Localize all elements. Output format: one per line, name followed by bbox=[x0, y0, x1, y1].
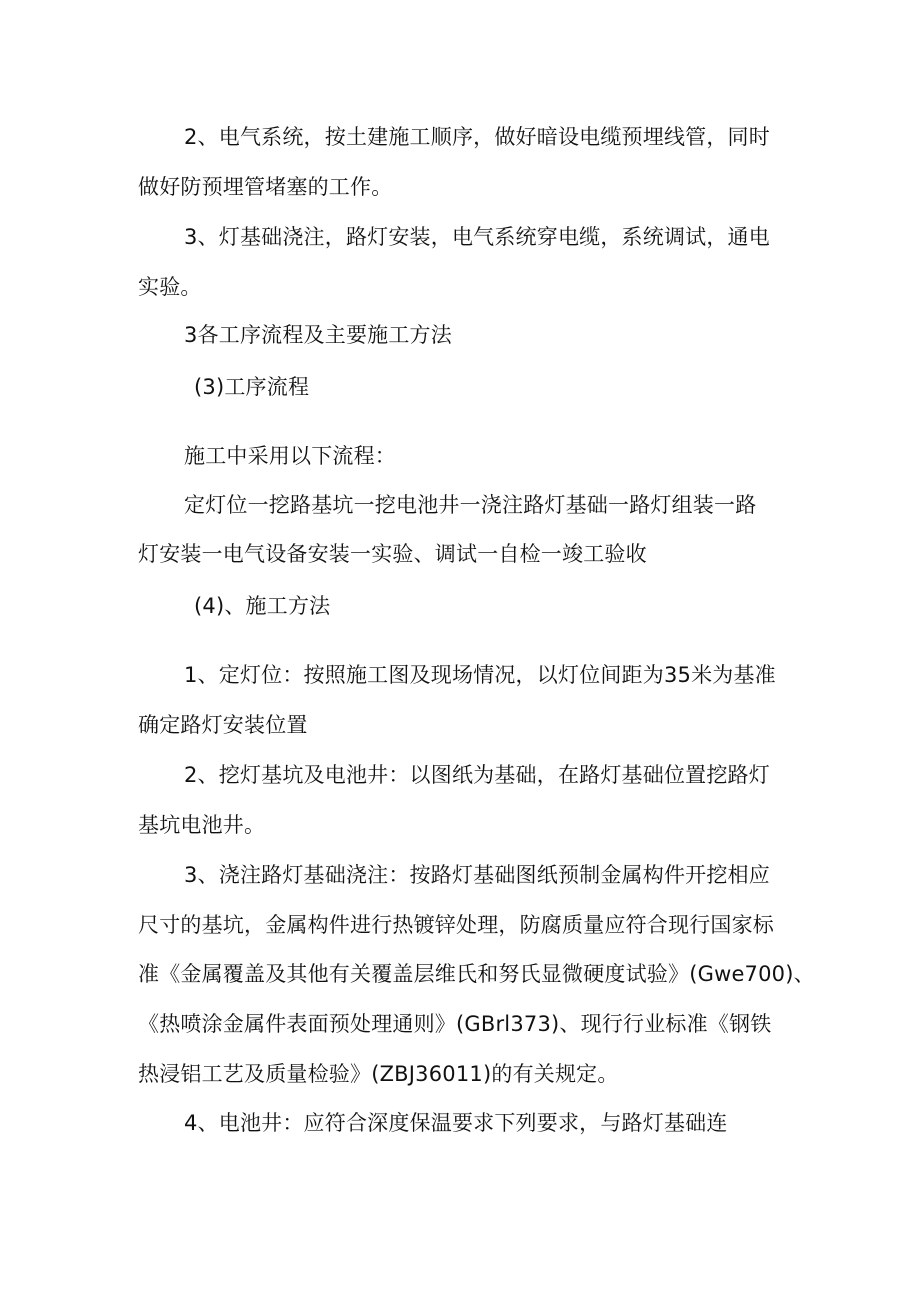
paragraph-line: 灯安装一电气设备安装一实验、调试一自检一竣工验收 bbox=[138, 542, 647, 566]
paragraph-line: 施工中采用以下流程： bbox=[184, 444, 396, 468]
section-heading: 3各工序流程及主要施工方法 bbox=[184, 323, 452, 347]
paragraph-line: 3、灯基础浇注，路灯安装，电气系统穿电缆，系统调试，通电 bbox=[184, 225, 770, 249]
paragraph-line: 1、定灯位：按照施工图及现场情况，以灯位间距为35米为基准 bbox=[184, 663, 776, 687]
paragraph-line: 准《金属覆盖及其他有关覆盖层维氏和努氏显微硬度试验》(Gwe700)、 bbox=[138, 962, 815, 986]
paragraph-line: 《热喷涂金属件表面预处理通则》(GBrl373)、现行行业标准《钢铁 bbox=[138, 1012, 772, 1036]
paragraph-line: 做好防预埋管堵塞的工作。 bbox=[138, 175, 393, 199]
paragraph-line: 热浸铝工艺及质量检验》(ZBJ36011)的有关规定。 bbox=[138, 1062, 619, 1086]
subsection-heading: (3)工序流程 bbox=[194, 375, 310, 399]
paragraph-line: 2、挖灯基坑及电池井：以图纸为基础，在路灯基础位置挖路灯 bbox=[184, 763, 770, 787]
paragraph-line: 实验。 bbox=[138, 275, 202, 299]
paragraph-line: 3、浇注路灯基础浇注：按路灯基础图纸预制金属构件开挖相应 bbox=[184, 863, 770, 887]
paragraph-line: 4、电池井：应符合深度保温要求下列要求，与路灯基础连 bbox=[184, 1111, 728, 1135]
paragraph-line: 尺寸的基坑，金属构件进行热镀锌处理，防腐质量应符合现行国家标 bbox=[138, 913, 774, 937]
paragraph-line: 2、电气系统，按土建施工顺序，做好暗设电缆预埋线管，同时 bbox=[184, 125, 770, 149]
subsection-heading: (4)、施工方法 bbox=[194, 594, 331, 618]
paragraph-line: 基坑电池井。 bbox=[138, 813, 266, 837]
paragraph-line: 确定路灯安装位置 bbox=[138, 713, 308, 737]
paragraph-line: 定灯位一挖路基坑一挖电池井一浇注路灯基础一路灯组装一路 bbox=[184, 493, 757, 517]
